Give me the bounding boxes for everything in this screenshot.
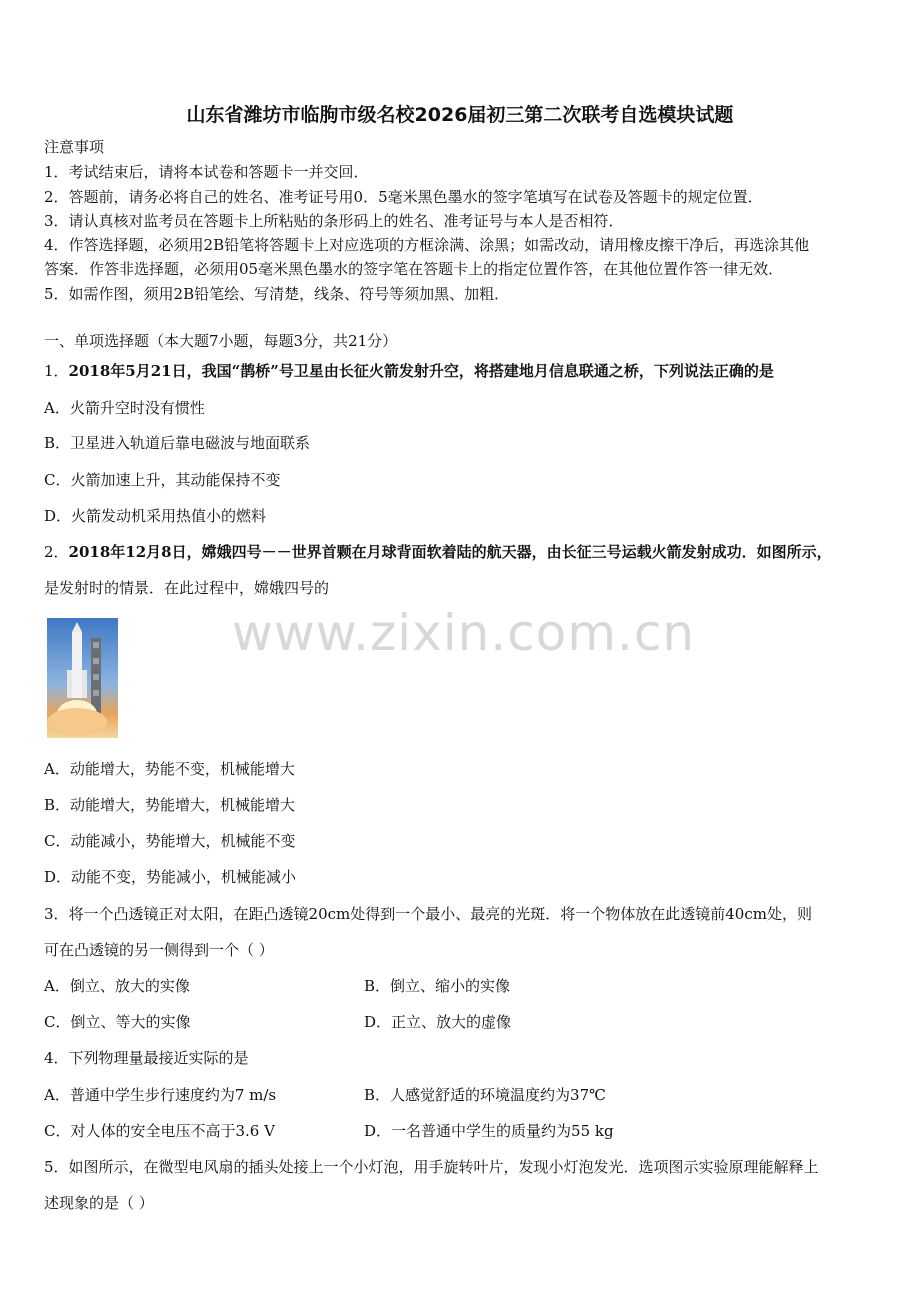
question-text: 2018年12月8日，嫦娥四号－－世界首颗在月球背面软着陆的航天器，由长征三号运载火箭发射成功．如图所示，	[68, 543, 832, 561]
question-3-stem: 3．将一个凸透镜正对太阳，在距凸透镜20cm处得到一个最小、最亮的光斑．将一个物体放在此透镜前40cm处，则	[44, 905, 812, 923]
q2-option-b[interactable]: B．动能增大，势能增大，机械能增大	[44, 796, 296, 814]
q4-option-a[interactable]: A．普通中学生步行速度约为7 m/s	[44, 1086, 277, 1104]
q4-option-d[interactable]: D．一名普通中学生的质量约为55 kg	[364, 1122, 614, 1140]
q4-option-b[interactable]: B．人感觉舒适的环境温度约为37℃	[364, 1086, 606, 1104]
question-5-stem: 5．如图所示，在微型电风扇的插头处接上一个小灯泡，用手旋转叶片，发现小灯泡发光．选项图示实验原理能解释上	[44, 1158, 819, 1176]
q2-option-c[interactable]: C．动能减小，势能增大，机械能不变	[44, 832, 296, 850]
q3-option-c[interactable]: C．倒立、等大的实像	[44, 1013, 191, 1031]
notice-item: 5．如需作图，须用2B铅笔绘、写清楚，线条、符号等须加黑、加粗．	[44, 285, 510, 303]
question-5-stem-cont: 述现象的是（ ）	[44, 1194, 154, 1212]
question-4-stem: 4．下列物理量最接近实际的是	[44, 1049, 249, 1067]
section-heading: 一、单项选择题（本大题7小题，每题3分，共21分）	[44, 332, 398, 350]
watermark: www.zixin.com.cn	[232, 604, 696, 662]
notice-item: 答案．作答非选择题，必须用05毫米黑色墨水的签字笔在答题卡上的指定位置作答，在其他位置作答一律无效．	[44, 260, 784, 278]
question-text: 2018年5月21日，我国“鹊桥”号卫星由长征火箭发射升空，将搭建地月信息联通之桥，下列说法正确的是	[68, 362, 774, 380]
question-3-stem-cont: 可在凸透镜的另一侧得到一个（ ）	[44, 941, 274, 959]
page-title: 山东省潍坊市临朐市级名校2026届初三第二次联考自选模块试题	[186, 104, 734, 126]
question-2-stem	[44, 542, 832, 562]
question-number: 1．	[44, 362, 69, 380]
q1-option-d[interactable]: D．火箭发动机采用热值小的燃料	[44, 507, 267, 525]
rocket-launch-image	[47, 618, 118, 738]
notice-item: 1．考试结束后，请将本试卷和答题卡一并交回．	[44, 163, 369, 181]
q2-option-a[interactable]: A．动能增大，势能不变，机械能增大	[44, 760, 295, 778]
notice-heading: 注意事项	[44, 138, 105, 156]
notice-item: 3．请认真核对监考员在答题卡上所粘贴的条形码上的姓名、准考证号与本人是否相符．	[44, 212, 624, 230]
q1-option-a[interactable]: A．火箭升空时没有惯性	[44, 399, 205, 417]
notice-item: 4．作答选择题，必须用2B铅笔将答题卡上对应选项的方框涂满、涂黑；如需改动，请用橡皮擦干净后，再选涂其他	[44, 236, 810, 254]
q1-option-b[interactable]: B．卫星进入轨道后靠电磁波与地面联系	[44, 434, 311, 452]
q3-option-a[interactable]: A．倒立、放大的实像	[44, 977, 190, 995]
q1-option-c[interactable]: C．火箭加速上升，其动能保持不变	[44, 471, 281, 489]
q3-option-b[interactable]: B．倒立、缩小的实像	[364, 977, 511, 995]
q4-option-c[interactable]: C．对人体的安全电压不高于3.6 V	[44, 1122, 275, 1140]
question-1-stem	[44, 361, 774, 381]
q3-option-d[interactable]: D．正立、放大的虚像	[364, 1013, 512, 1031]
notice-item: 2．答题前，请务必将自己的姓名、准考证号用0．5毫米黑色墨水的签字笔填写在试卷及答题卡的规定位置．	[44, 188, 763, 206]
q2-option-d[interactable]: D．动能不变，势能减小，机械能减小	[44, 868, 297, 886]
question-number: 2．	[44, 543, 69, 561]
question-2-stem-cont: 是发射时的情景．在此过程中，嫦娥四号的	[44, 579, 330, 597]
